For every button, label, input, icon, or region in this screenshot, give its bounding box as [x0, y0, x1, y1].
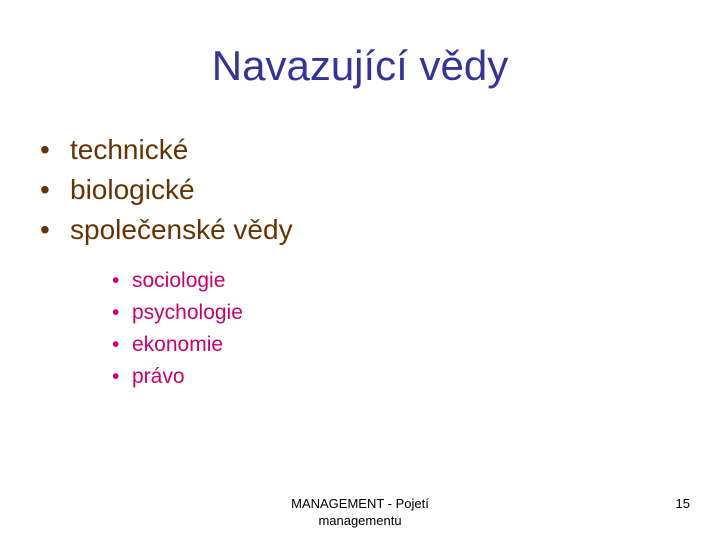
bullet-icon: •	[112, 333, 120, 356]
bullet-label: společenské vědy	[70, 214, 293, 245]
sub-bullet-label: ekonomie	[132, 333, 224, 356]
bullet-item-technicke	[40, 130, 293, 170]
footer-line-2: managementu	[318, 513, 402, 528]
main-bullet-list	[40, 130, 293, 250]
sub-bullet-item-psychologie	[112, 297, 243, 329]
bullet-icon: •	[112, 269, 120, 292]
sub-bullet-label: sociologie	[132, 269, 226, 292]
bullet-icon: •	[112, 365, 120, 388]
sub-bullet-label: právo	[132, 365, 185, 388]
bullet-icon: •	[40, 214, 50, 245]
footer-text	[250, 495, 470, 529]
bullet-icon: •	[112, 301, 120, 324]
bullet-item-biologicke	[40, 170, 293, 210]
sub-bullet-list	[112, 265, 243, 393]
bullet-item-spolecenske-vedy	[40, 210, 293, 250]
bullet-label: biologické	[70, 174, 195, 205]
bullet-icon: •	[40, 134, 50, 165]
bullet-icon: •	[40, 174, 50, 205]
bullet-label: technické	[70, 134, 189, 165]
page-number: 15	[675, 496, 690, 511]
slide-title: Navazující vědy	[211, 42, 509, 89]
sub-bullet-item-sociologie	[112, 265, 243, 297]
sub-bullet-item-ekonomie	[112, 329, 243, 361]
sub-bullet-label: psychologie	[132, 301, 243, 324]
sub-bullet-item-pravo	[112, 361, 243, 393]
footer-line-1: MANAGEMENT - Pojetí	[291, 496, 429, 511]
